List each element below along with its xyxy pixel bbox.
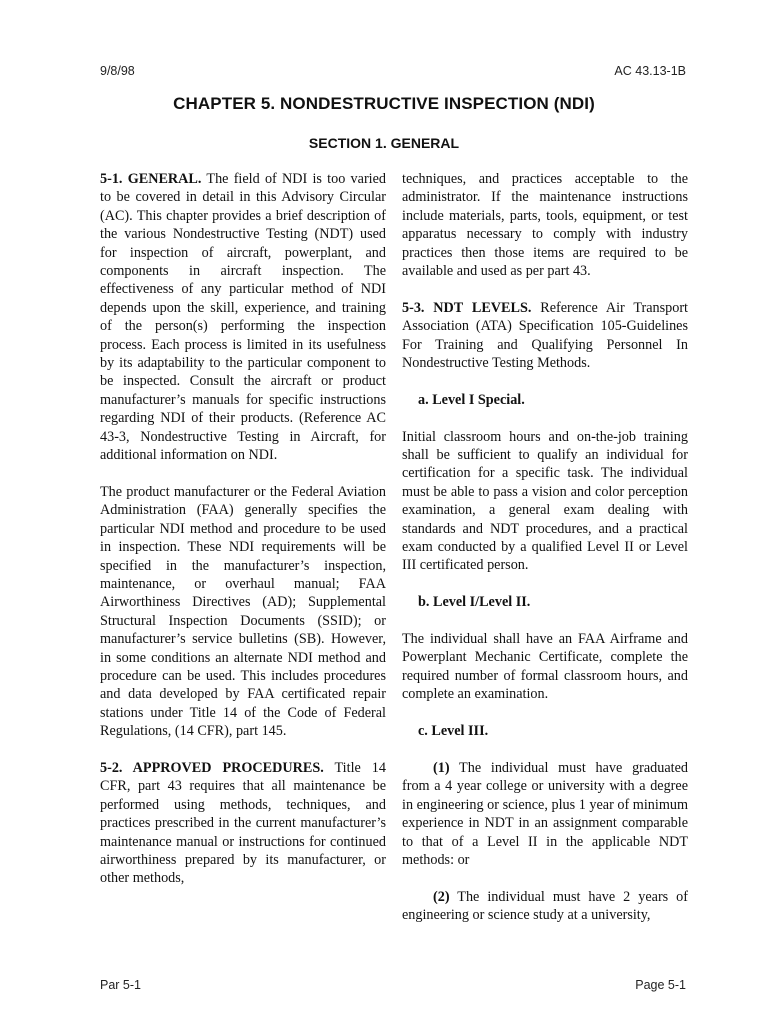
right-column (402, 170, 688, 943)
paragraph-5-2 (100, 759, 386, 888)
subheading-text: c. Level III. (418, 723, 489, 740)
paragraph-heading: 5-3. NDT LEVELS. (402, 299, 532, 316)
chapter-title: CHAPTER 5. NONDESTRUCTIVE INSPECTION (NDI) (173, 94, 595, 113)
paragraph-level-iii-1 (402, 759, 688, 869)
footer-paragraph-ref: Par 5-1 (100, 978, 141, 992)
paragraph-text: The field of NDI is too varied to be covered in detail in this Advisory Circular (AC). This chapter provides a brief description of the various Nondestructive Testing (NDT) used for inspection of aircraft, powerplant, and components in aircraft inspection. The effectiveness of any particular method of NDI depends upon the skill, experience, and training of the person(s) performing the inspection process. Each process is limited in its usefulness by its adaptability to the particular component to be inspected. Consult the aircraft or product manufacturer’s manuals for specific instructions regarding NDI of their products. (Reference AC 43-3, Nondestructive Testing in Aircraft, for additional information on NDI. (100, 171, 387, 464)
left-column (100, 170, 386, 906)
item-number: (2) (433, 888, 450, 905)
footer-page-number: Page 5-1 (635, 978, 686, 992)
header-doc-id: AC 43.13-1B (614, 64, 686, 78)
subheading-level-iii (418, 722, 688, 740)
paragraph-level-i-special (402, 428, 688, 575)
paragraph-text: techniques, and practices acceptable to the administrator. If the maintenance instructions include materials, parts, tools, equipment, or test apparatus necessary to comply with industry practices then those items are required to be available and used as per part 43. (402, 171, 688, 280)
paragraph-text: Initial classroom hours and on-the-job training shall be sufficient to qualify an individual for certification for a specific task. The individual must be able to pass a vision and color perception examination, a general exam dealing with standards and NDT procedures, and a practical exam conducted by a qualified Level II or Level III certificated person. (402, 428, 688, 574)
paragraph-level-i-ii (402, 630, 688, 704)
paragraph-text: The individual shall have an FAA Airframe and Powerplant Mechanic Certificate, complete the required number of formal classroom hours, and complete an examination. (402, 631, 688, 703)
subheading-text: b. Level I/Level II. (418, 594, 531, 611)
paragraph-text: The product manufacturer or the Federal Aviation Administration (FAA) generally specifies the particular NDI method and procedure to be used in inspection. These NDI requirements will be specified in the manufacturer’s inspection, maintenance, or overhaul manual; FAA Airworthiness Directives (AD); Supplemental Structural Inspection Documents (SSID); or manufacturer’s service bulletins (SB). However, in some conditions an alternate NDI method and procedure can be used. This includes procedures and data developed by FAA certificated repair stations under Title 14 of the Code of Federal Regulations, (14 CFR), part 145. (100, 483, 386, 740)
paragraph-5-3 (402, 299, 688, 373)
paragraph-text: The individual must have graduated from a 4 year college or university with a degree in engineering or science, plus 1 year of minimum experience in NDT in an assignment comparable to that of a Level II in the applicable NDT methods: or (402, 759, 688, 868)
subheading-level-i-ii (418, 593, 688, 611)
subheading-level-i-special (418, 391, 688, 409)
paragraph-product-manufacturer (100, 483, 386, 741)
item-number: (1) (433, 759, 450, 776)
header-date: 9/8/98 (100, 64, 135, 78)
paragraph-5-1 (100, 170, 386, 465)
paragraph-heading: 5-2. APPROVED PROCEDURES. (100, 759, 324, 776)
paragraph-level-iii-2 (402, 888, 688, 925)
paragraph-text: Title 14 CFR, part 43 requires that all maintenance be performed using methods, techniques, and practices prescribed in the current manufacturer’s maintenance manual or instructions for continued airworthiness prepared by its manufacturer, or other methods, (100, 759, 386, 887)
paragraph-text: The individual must have 2 years of engineering or science study at a university, (402, 888, 688, 924)
subheading-text: a. Level I Special. (418, 391, 525, 408)
paragraph-heading: 5-1. GENERAL. (100, 171, 202, 187)
section-title: SECTION 1. GENERAL (308, 135, 460, 151)
paragraph-continued (402, 170, 688, 280)
paragraph-text: Reference Air Transport Association (ATA) Specification 105-Guidelines For Training and Qualifying Personnel In Nondestructive Testing Methods. (402, 299, 688, 372)
